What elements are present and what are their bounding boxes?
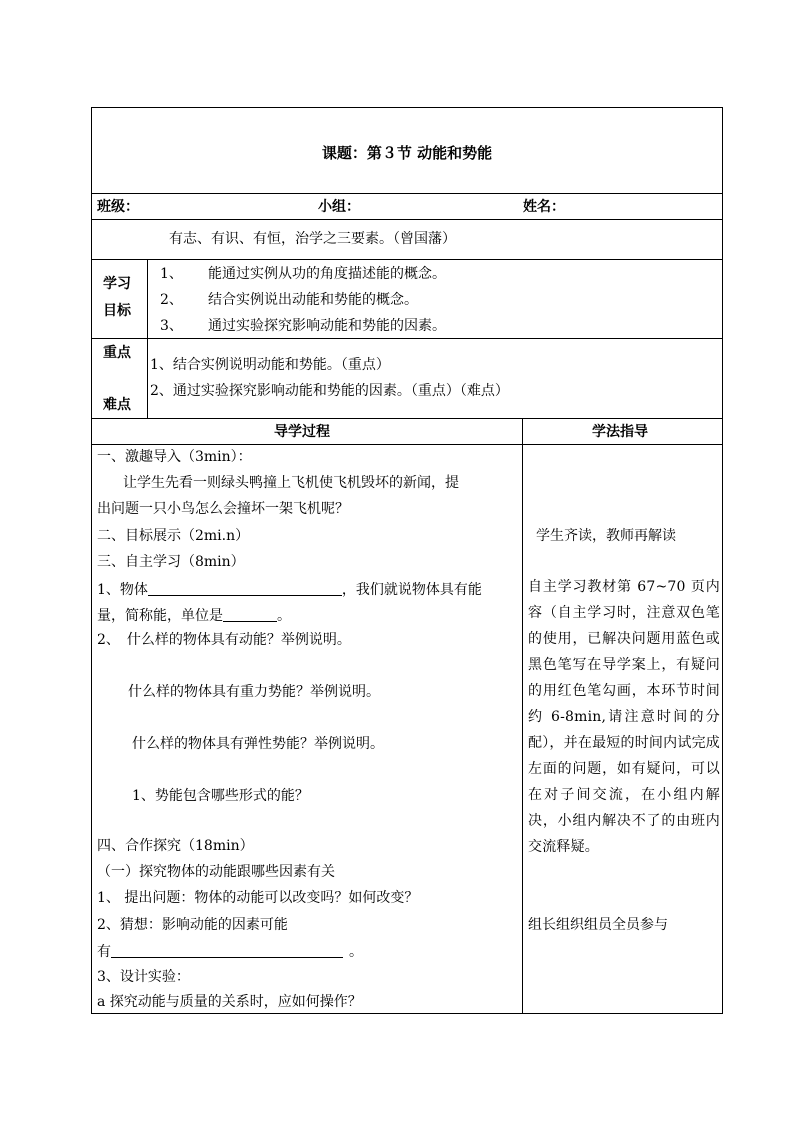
motto: 有志、有识、有恒，治学之三要素。（曾国藩）	[169, 231, 456, 247]
objectives-label: 学习	[103, 276, 131, 292]
question-text: 量，简称能，单位是	[97, 608, 223, 624]
divider	[92, 418, 722, 419]
fill-in-blank[interactable]	[148, 580, 342, 596]
section-title: 二、目标展示（2mi.n）	[97, 528, 250, 544]
subsection-title: （一）探究物体的动能跟哪些因素有关	[97, 864, 335, 880]
question-line: 3、设计实验：	[97, 969, 190, 985]
objective-text: 能通过实例从功的角度描述能的概念。	[208, 266, 446, 282]
guide-header: 学法指导	[592, 424, 648, 440]
process-header: 导学过程	[274, 424, 330, 440]
objective-number: 2、	[160, 292, 183, 308]
paragraph-line: 让学生先看一则绿头鸭撞上飞机使飞机毁坏的新闻，提	[123, 475, 459, 491]
divider	[92, 444, 722, 445]
question-line: 1、势能包含哪些形式的能？	[132, 788, 309, 804]
divider	[92, 259, 722, 260]
question-text: ，我们就说物体具有能	[341, 582, 482, 598]
key-point-item: 1、结合实例说明动能和势能。（重点）	[150, 357, 390, 373]
objective-number: 1、	[160, 266, 183, 282]
question-line: 1、 提出问题：物体的动能可以改变吗？如何改变？	[97, 890, 419, 906]
question-text: 有	[97, 944, 111, 960]
objective-number: 3、	[160, 318, 183, 334]
question-line: 2、 什么样的物体具有动能？举例说明。	[97, 632, 351, 648]
section-title: 一、激趣导入（3min）：	[97, 449, 252, 465]
divider	[92, 219, 722, 220]
guide-paragraph: 自主学习教材第 67~70 页内容（自主学习时，注意双色笔的使用，已解决问题用蓝色或黑色笔写在导学案上，有疑问的用红色笔勾画，本环节时间约 6-8min,请注意时间的分配），并在最短的时间内试完成左面的问题，如有疑问，可以在对子间交流，在小组内解决，小组内解决不了的由班内交流释疑。	[528, 579, 720, 855]
divider	[92, 338, 722, 339]
guide-note: 组长组织组员全员参与	[528, 917, 668, 933]
question-text: 。	[349, 944, 363, 960]
fill-in-blank[interactable]	[111, 942, 343, 958]
objective-text: 通过实验探究影响动能和势能的因素。	[208, 318, 446, 334]
question-line: 2、猜想：影响动能的因素可能	[97, 917, 288, 933]
key-points-label: 重点	[103, 345, 131, 361]
difficulties-label: 难点	[103, 397, 131, 413]
question-text: 1、物体	[97, 582, 148, 598]
section-title: 四、合作探究（18min）	[97, 838, 254, 854]
guide-note: 学生齐读，教师再解读	[536, 528, 676, 544]
section-title: 三、自主学习（8min）	[97, 554, 245, 570]
paragraph-line: 出问题一只小鸟怎么会撞坏一架飞机呢？	[97, 501, 349, 517]
question-line: 什么样的物体具有弹性势能？举例说明。	[132, 736, 384, 752]
divider	[147, 259, 148, 418]
question-line	[97, 580, 482, 599]
page-title: 课题：第３节 动能和势能	[321, 144, 493, 162]
objective-text: 结合实例说出动能和势能的概念。	[208, 292, 418, 308]
name-label: 姓名：	[523, 199, 565, 215]
question-line	[97, 942, 363, 961]
group-label: 小组：	[318, 199, 360, 215]
key-point-item: 2、通过实验探究影响动能和势能的因素。（重点）（难点）	[150, 383, 509, 399]
question-line: a 探究动能与质量的关系时，应如何操作？	[97, 994, 362, 1010]
fill-in-blank[interactable]	[223, 606, 277, 622]
question-line	[97, 606, 291, 625]
divider	[92, 193, 722, 194]
objectives-label: 目标	[103, 303, 131, 319]
divider	[522, 418, 523, 1013]
question-line: 什么样的物体具有重力势能？举例说明。	[128, 684, 380, 700]
lesson-plan-table	[91, 107, 723, 1014]
class-label: 班级：	[97, 199, 139, 215]
question-text: 。	[277, 608, 291, 624]
